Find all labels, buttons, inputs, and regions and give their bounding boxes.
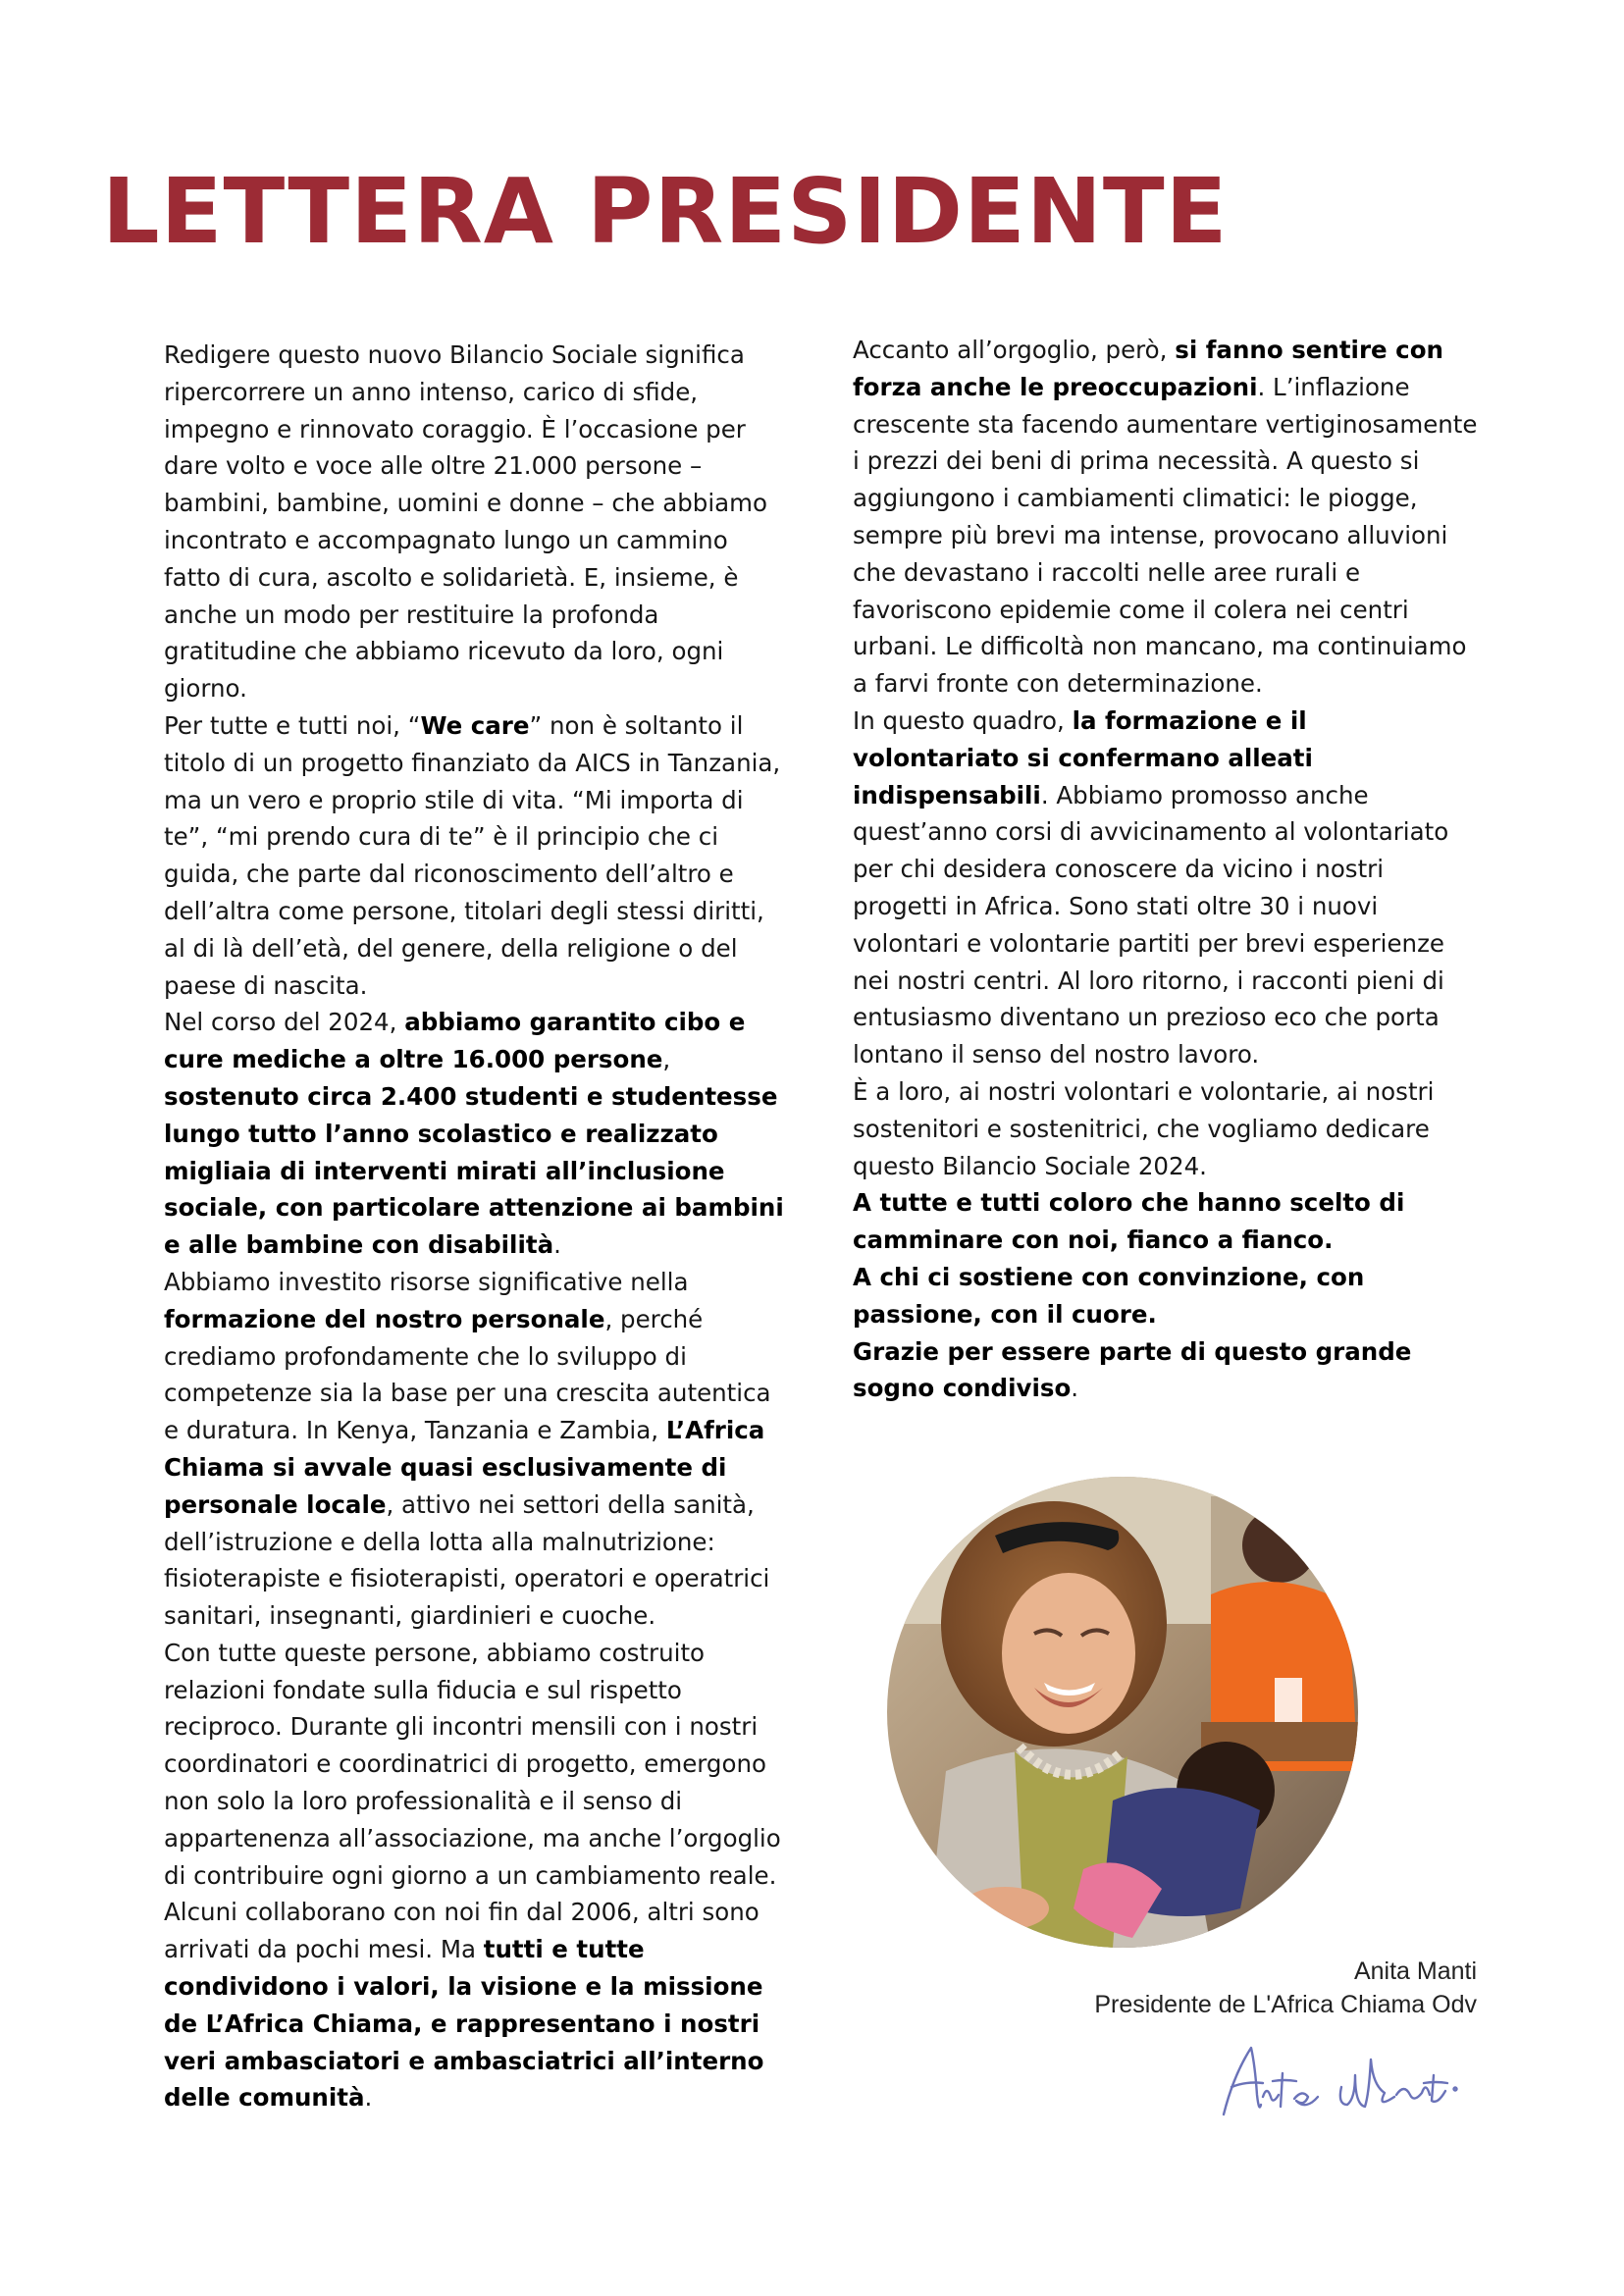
- letter-paragraph: [853, 1073, 1481, 1184]
- president-photo: [887, 1477, 1358, 1948]
- emphasis-text: A tutte e tutti coloro che hanno scelto di camminare con noi, fianco a fianco.: [853, 1188, 1405, 1255]
- body-text: Accanto all’orgoglio, però,: [853, 336, 1176, 364]
- body-text: Con tutte queste persone, abbiamo costruito relazioni fondate sulla fiducia e sul rispetto reciproco. Durante gli incontri mensili con i nostri coordinatori e coordinatrici di progetto, emergono non solo la loro professionalità e il senso di appartenenza all’associazione, ma anche l’orgoglio di contribuire ogni giorno a un cambiamento reale.: [164, 1638, 781, 1890]
- president-name: Anita Manti: [1353, 1957, 1477, 1985]
- letter-paragraph: [853, 1333, 1481, 1408]
- emphasis-text: L’Africa Chiama si avvale quasi esclusivamente di personale locale: [164, 1416, 765, 1519]
- letter-left-column: [164, 337, 792, 2116]
- letter-right-column: [853, 332, 1481, 1407]
- letter-paragraph: [164, 1004, 792, 1264]
- signature-block: [1094, 1955, 1477, 2021]
- body-text: In questo quadro,: [853, 705, 1073, 735]
- letter-paragraph: [164, 337, 792, 707]
- body-text: Per tutte e tutti noi, “: [164, 710, 421, 740]
- body-text: Redigere questo nuovo Bilancio Sociale significa ripercorrere un anno intenso, carico di sfide, impegno e rinnovato coraggio. È l’occasione per dare volto e voce alle oltre 21.000 persone – bambini, bambine, uomini e donne – che abbiamo incontrato e accompagnato lungo un cammino fatto di cura, ascolto e solidarietà. E, insieme, è anche un modo per restituire la profonda gratitudine che abbiamo ricevuto da loro, ogni giorno.: [164, 340, 767, 704]
- body-text: , attivo nei settori della sanità, dell’istruzione e della lotta alla malnutrizione: fisioterapiste e fisioterapisti, operatori e operatrici sanitari, insegnanti, giardinieri e cuoche.: [164, 1489, 770, 1631]
- body-text: ,: [662, 1045, 671, 1074]
- body-text: Abbiamo investito risorse significative nella: [164, 1267, 689, 1296]
- emphasis-text: tutti e tutte condividono i valori, la visione e la missione de L’Africa Chiama, e rappresentano i nostri veri ambasciatori e ambasciatrici all’interno delle comunità: [164, 1935, 764, 2113]
- page-title: LETTERA PRESIDENTE: [102, 159, 1229, 264]
- body-text: . Abbiamo promosso anche quest’anno corsi di avvicinamento al volontariato per chi desidera conoscere da vicino i nostri progetti in Africa. Sono stati oltre 30 i nuovi volontari e volontarie partiti per brevi esperienze nei nostri centri. Al loro ritorno, i racconti pieni di entusiasmo diventano un prezioso eco che porta lontano il senso del nostro lavoro.: [853, 780, 1449, 1070]
- emphasis-text: We care: [420, 710, 530, 740]
- body-text: ” non è soltanto il titolo di un progetto finanziato da AICS in Tanzania, ma un vero e proprio stile di vita. “Mi importa di te”, “mi prendo cura di te” è il principio che ci guida, che parte dal riconoscimento dell’altro e dell’altra come persone, titolari degli stessi diritti, al di là dell’età, del genere, della religione o del paese di nascita.: [164, 710, 781, 1000]
- body-text: Alcuni collaborano con noi fin dal 2006, altri sono arrivati da pochi mesi. Ma: [164, 1898, 760, 1964]
- letter-paragraph: [164, 707, 792, 1004]
- body-text: È a loro, ai nostri volontari e volontarie, ai nostri sostenitori e sostenitrici, che vogliamo dedicare questo Bilancio Sociale 2024.: [853, 1076, 1435, 1180]
- body-text: . L’inflazione crescente sta facendo aumentare vertiginosamente i prezzi dei beni di prima necessità. A questo si aggiungono i cambiamenti climatici: le piogge, sempre più brevi ma intense, provocano alluvioni che devastano i raccolti nelle aree rurali e favoriscono epidemie come il colera nei centri urbani. Le difficoltà non mancano, ma continuiamo a farvi fronte con determinazione.: [853, 372, 1478, 699]
- letter-paragraph: [853, 332, 1481, 703]
- emphasis-text: Grazie per essere parte di questo grande sogno condiviso: [853, 1336, 1412, 1403]
- emphasis-text: A chi ci sostiene con convinzione, con passione, con il cuore.: [853, 1262, 1365, 1329]
- letter-paragraph: [164, 1894, 792, 2116]
- emphasis-text: sostenuto circa 2.400 studenti e studentesse lungo tutto l’anno scolastico e realizzato migliaia di interventi mirati all’inclusione sociale, con particolare attenzione ai bambini e alle bambine con disabilità: [164, 1081, 784, 1260]
- letter-paragraph: [853, 1184, 1481, 1259]
- president-role: Presidente de L'Africa Chiama Odv: [1094, 1991, 1477, 2018]
- body-text: , perché crediamo profondamente che lo sviluppo di competenze sia la base per una crescita autentica e duratura. In Kenya, Tanzania e Zambia,: [164, 1304, 771, 1445]
- emphasis-text: formazione del nostro personale: [164, 1304, 605, 1333]
- letter-paragraph: [164, 1264, 792, 1635]
- letter-paragraph: [853, 703, 1481, 1073]
- letter-paragraph: [853, 1259, 1481, 1333]
- emphasis-text: la formazione e il volontariato si confermano alleati indispensabili: [853, 705, 1313, 809]
- emphasis-text: si fanno sentire con forza anche le preoccupazioni: [853, 336, 1443, 401]
- emphasis-text: abbiamo garantito cibo e cure mediche a oltre 16.000 persone: [164, 1008, 746, 1074]
- handwritten-signature: [1212, 2036, 1467, 2134]
- letter-paragraph: [164, 1635, 792, 1895]
- body-text: .: [364, 2083, 373, 2113]
- body-text: .: [1071, 1374, 1079, 1403]
- body-text: .: [553, 1230, 561, 1260]
- body-text: Nel corso del 2024,: [164, 1008, 405, 1037]
